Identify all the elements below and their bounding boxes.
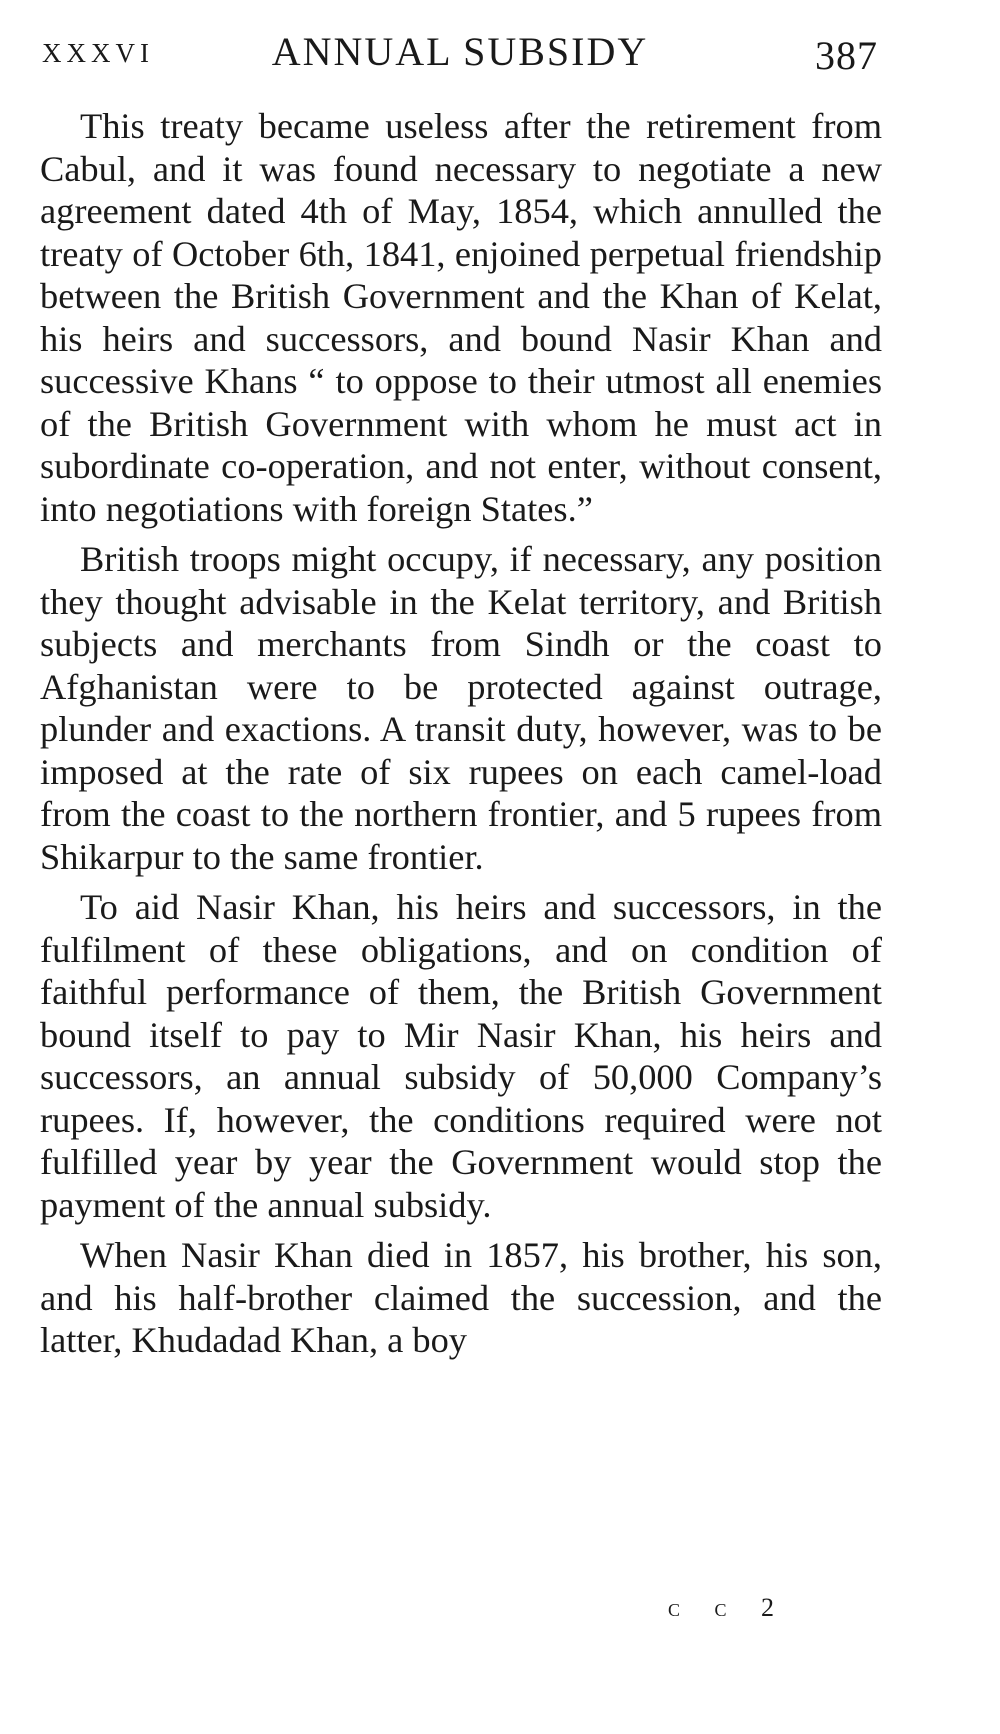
chapter-number: XXXVI [42, 38, 154, 68]
paragraph: British troops might occupy, if necessary, any position they thought advisable in the Kelat territory, and British subjects and merchants from Sindh or the coast to Afghanistan were to be protected against outrage, plunder and exactions. A transit duty, however, was to be imposed at the rate of six rupees on each camel-load from the coast to the northern frontier, and 5 rupees from Shikarpur to the same frontier. [40, 539, 882, 877]
signature-mark: c c 2 [668, 1593, 789, 1622]
page-number: 387 [815, 33, 878, 78]
page-title: ANNUAL SUBSIDY [271, 29, 649, 74]
paragraph: When Nasir Khan died in 1857, his brother, his son, and his half-brother claimed the succession, and the latter, Khudadad Khan, a boy [40, 1235, 882, 1360]
running-head [42, 24, 878, 80]
paragraph: This treaty became useless after the retirement from Cabul, and it was found necessary to negotiate a new agreement dated 4th of May, 1854, which annulled the treaty of October 6th, 1841, enjoined perpetual friendship between the British Government and the Khan of Kelat, his heirs and successors, and bound Nasir Khan and successive Khans “ to oppose to their utmost all enemies of the British Government with whom he must act in subordinate co-operation, and not enter, without consent, into negotiations with foreign States.” [40, 106, 882, 529]
paragraph: To aid Nasir Khan, his heirs and successors, in the fulfilment of these obligations, and on condition of faithful performance of them, the British Government bound itself to pay to Mir Nasir Khan, his heirs and successors, an annual subsidy of 50,000 Company’s rupees. If, however, the conditions required were not fulfilled year by year the Government would stop the payment of the annual subsidy. [40, 887, 882, 1225]
body-text [40, 105, 882, 1370]
